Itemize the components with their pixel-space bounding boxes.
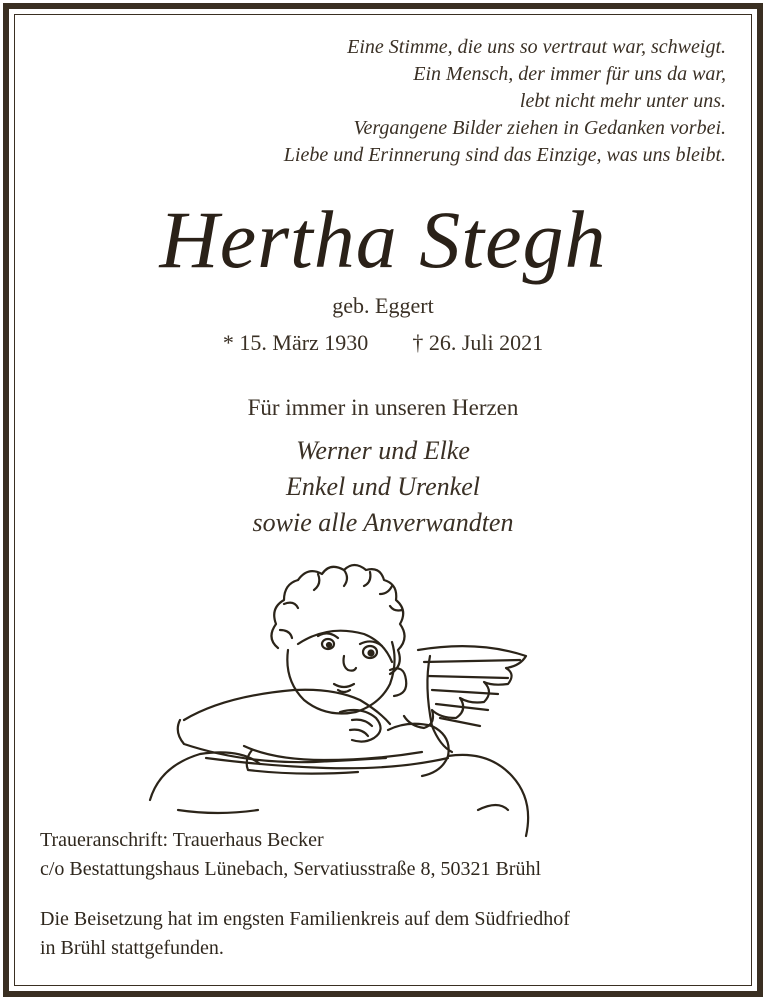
condolence-address — [40, 826, 730, 884]
death-date: † 26. Juli 2021 — [412, 330, 544, 355]
mourner-line: Enkel und Urenkel — [286, 472, 480, 501]
burial-notice — [40, 905, 730, 963]
birth-date: * 15. März 1930 — [222, 330, 369, 355]
mourner-line: sowie alle Anverwandten — [252, 508, 514, 537]
life-dates — [0, 330, 766, 356]
angel-illustration — [148, 560, 608, 840]
deceased-name: Hertha Stegh — [159, 194, 607, 285]
maiden-name: geb. Eggert — [332, 293, 434, 318]
poem-line: Eine Stimme, die uns so vertraut war, schweigt. — [347, 36, 726, 58]
poem-line: lebt nicht mehr unter uns. — [519, 90, 726, 112]
burial-line: in Brühl stattgefunden. — [40, 937, 224, 959]
mourner-line: Werner und Elke — [296, 436, 470, 465]
address-line: Traueranschrift: Trauerhaus Becker — [40, 829, 324, 851]
address-line: c/o Bestattungshaus Lünebach, Servatiusstraße 8, 50321 Brühl — [40, 858, 542, 880]
motto: Für immer in unseren Herzen — [247, 395, 519, 420]
mourners-list — [0, 433, 766, 541]
burial-line: Die Beisetzung hat im engsten Familienkreis auf dem Südfriedhof — [40, 908, 570, 930]
poem-line: Liebe und Erinnerung sind das Einzige, was uns bleibt. — [283, 144, 726, 166]
poem-line: Vergangene Bilder ziehen in Gedanken vorbei. — [353, 117, 726, 139]
poem — [106, 34, 726, 169]
poem-line: Ein Mensch, der immer für uns da war, — [413, 63, 726, 85]
